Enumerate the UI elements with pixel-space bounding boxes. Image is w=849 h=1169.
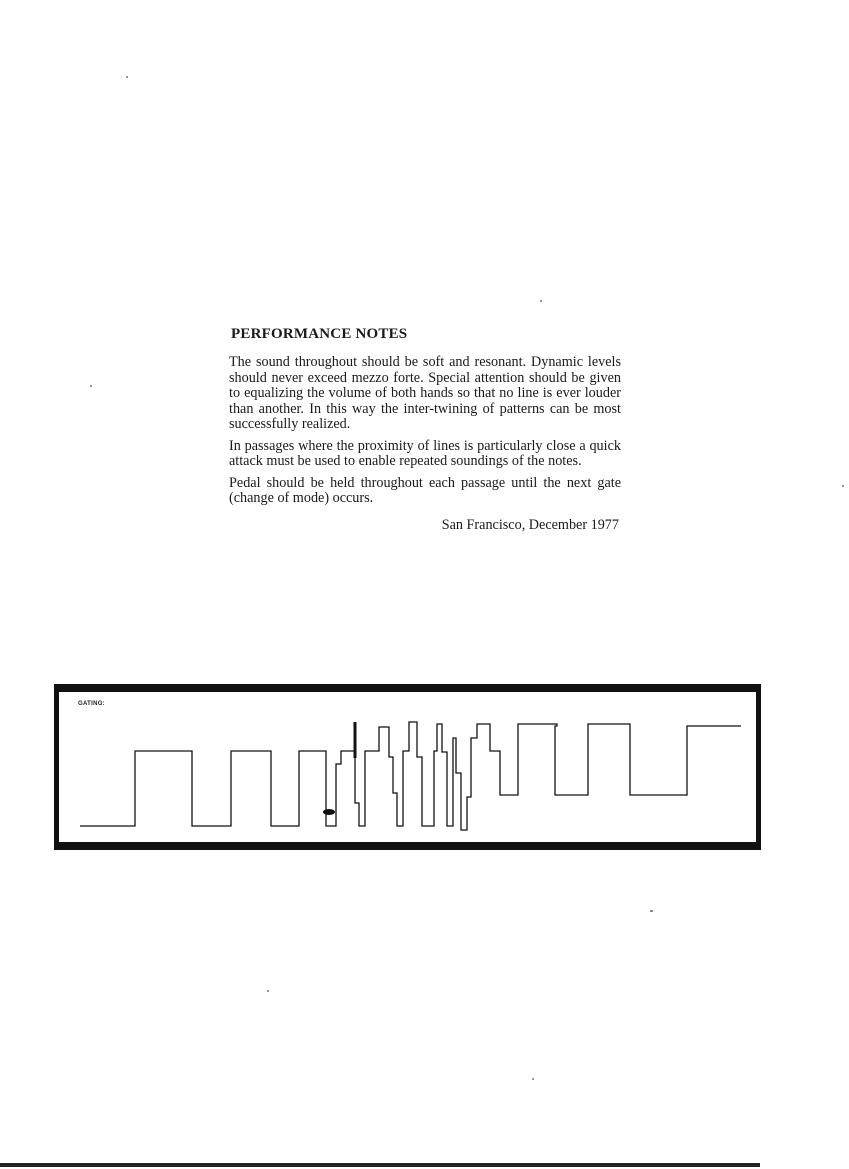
gating-diagram — [54, 684, 761, 850]
notes-heading: PERFORMANCE NOTES — [231, 326, 408, 342]
paper-speck — [90, 385, 92, 387]
paper-speck — [267, 990, 269, 992]
paper-speck — [126, 76, 128, 78]
notes-signature: San Francisco, December 1977 — [441, 516, 619, 533]
gate-waveform-line — [80, 722, 741, 830]
paper-speck — [842, 485, 844, 487]
gate-ink-blot — [323, 809, 335, 815]
notes-paragraph-pedal: Pedal should be held throughout each passage until the next gate (change of mode) occurs. — [229, 474, 621, 506]
page-bottom-edge — [0, 1163, 760, 1167]
paper-speck — [540, 300, 542, 302]
gating-waveform — [59, 692, 756, 842]
paper-speck — [532, 1078, 534, 1080]
performance-notes — [229, 326, 621, 534]
notes-paragraph-dynamics: The sound throughout should be soft and resonant. Dynamic levels should never exceed mezzo forte. Special attention should be given to equalizing the volume of both hands so that no line is ever louder than another. In this way the inter-twining of patterns can be most successfully realized. — [229, 354, 621, 432]
paper-speck — [650, 910, 653, 912]
gating-label: GATING: — [78, 701, 105, 707]
notes-paragraph-attack: In passages where the proximity of lines is particularly close a quick attack must be used to enable repeated soundings of the notes. — [229, 437, 621, 469]
